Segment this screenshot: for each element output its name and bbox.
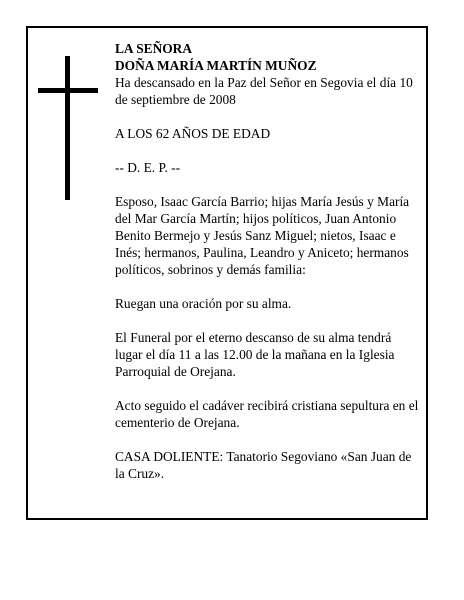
latin-cross-icon bbox=[38, 56, 98, 200]
dep-line: -- D. E. P. -- bbox=[115, 160, 181, 175]
home-paragraph: CASA DOLIENTE: Tanatorio Segoviano «San Juan de la Cruz». bbox=[115, 449, 412, 481]
deceased-name: DOÑA MARÍA MARTÍN MUÑOZ bbox=[115, 58, 317, 73]
burial-paragraph: Acto seguido el cadáver recibirá cristiana sepultura en el cementerio de Orejana. bbox=[115, 398, 419, 430]
prayer-paragraph: Ruegan una oración por su alma. bbox=[115, 296, 292, 311]
age-line: A LOS 62 AÑOS DE EDAD bbox=[115, 126, 271, 141]
family-paragraph: Esposo, Isaac García Barrio; hijas María Jesús y María del Mar García Martín; hijos políticos, Juan Antonio Benito Bermejo y Jesús Sanz Miguel; nietos, Isaac e Inés; hermanos, Paulina, Leandro y Aniceto; hermanos políticos, sobrinos y demás familia: bbox=[115, 194, 410, 277]
cross-horizontal-bar bbox=[38, 88, 98, 93]
intro-text: Ha descansado en la Paz del Señor en Segovia el día 10 de septiembre de 2008 bbox=[115, 75, 413, 107]
cross-vertical-bar bbox=[65, 56, 70, 200]
obituary-notice bbox=[26, 26, 428, 520]
notice-header bbox=[115, 40, 421, 108]
title-line-1: LA SEÑORA bbox=[115, 41, 193, 56]
notice-text bbox=[115, 40, 421, 499]
funeral-paragraph: El Funeral por el eterno descanso de su alma tendrá lugar el día 11 a las 12.00 de la mañana en la Iglesia Parroquial de Orejana. bbox=[115, 330, 395, 379]
